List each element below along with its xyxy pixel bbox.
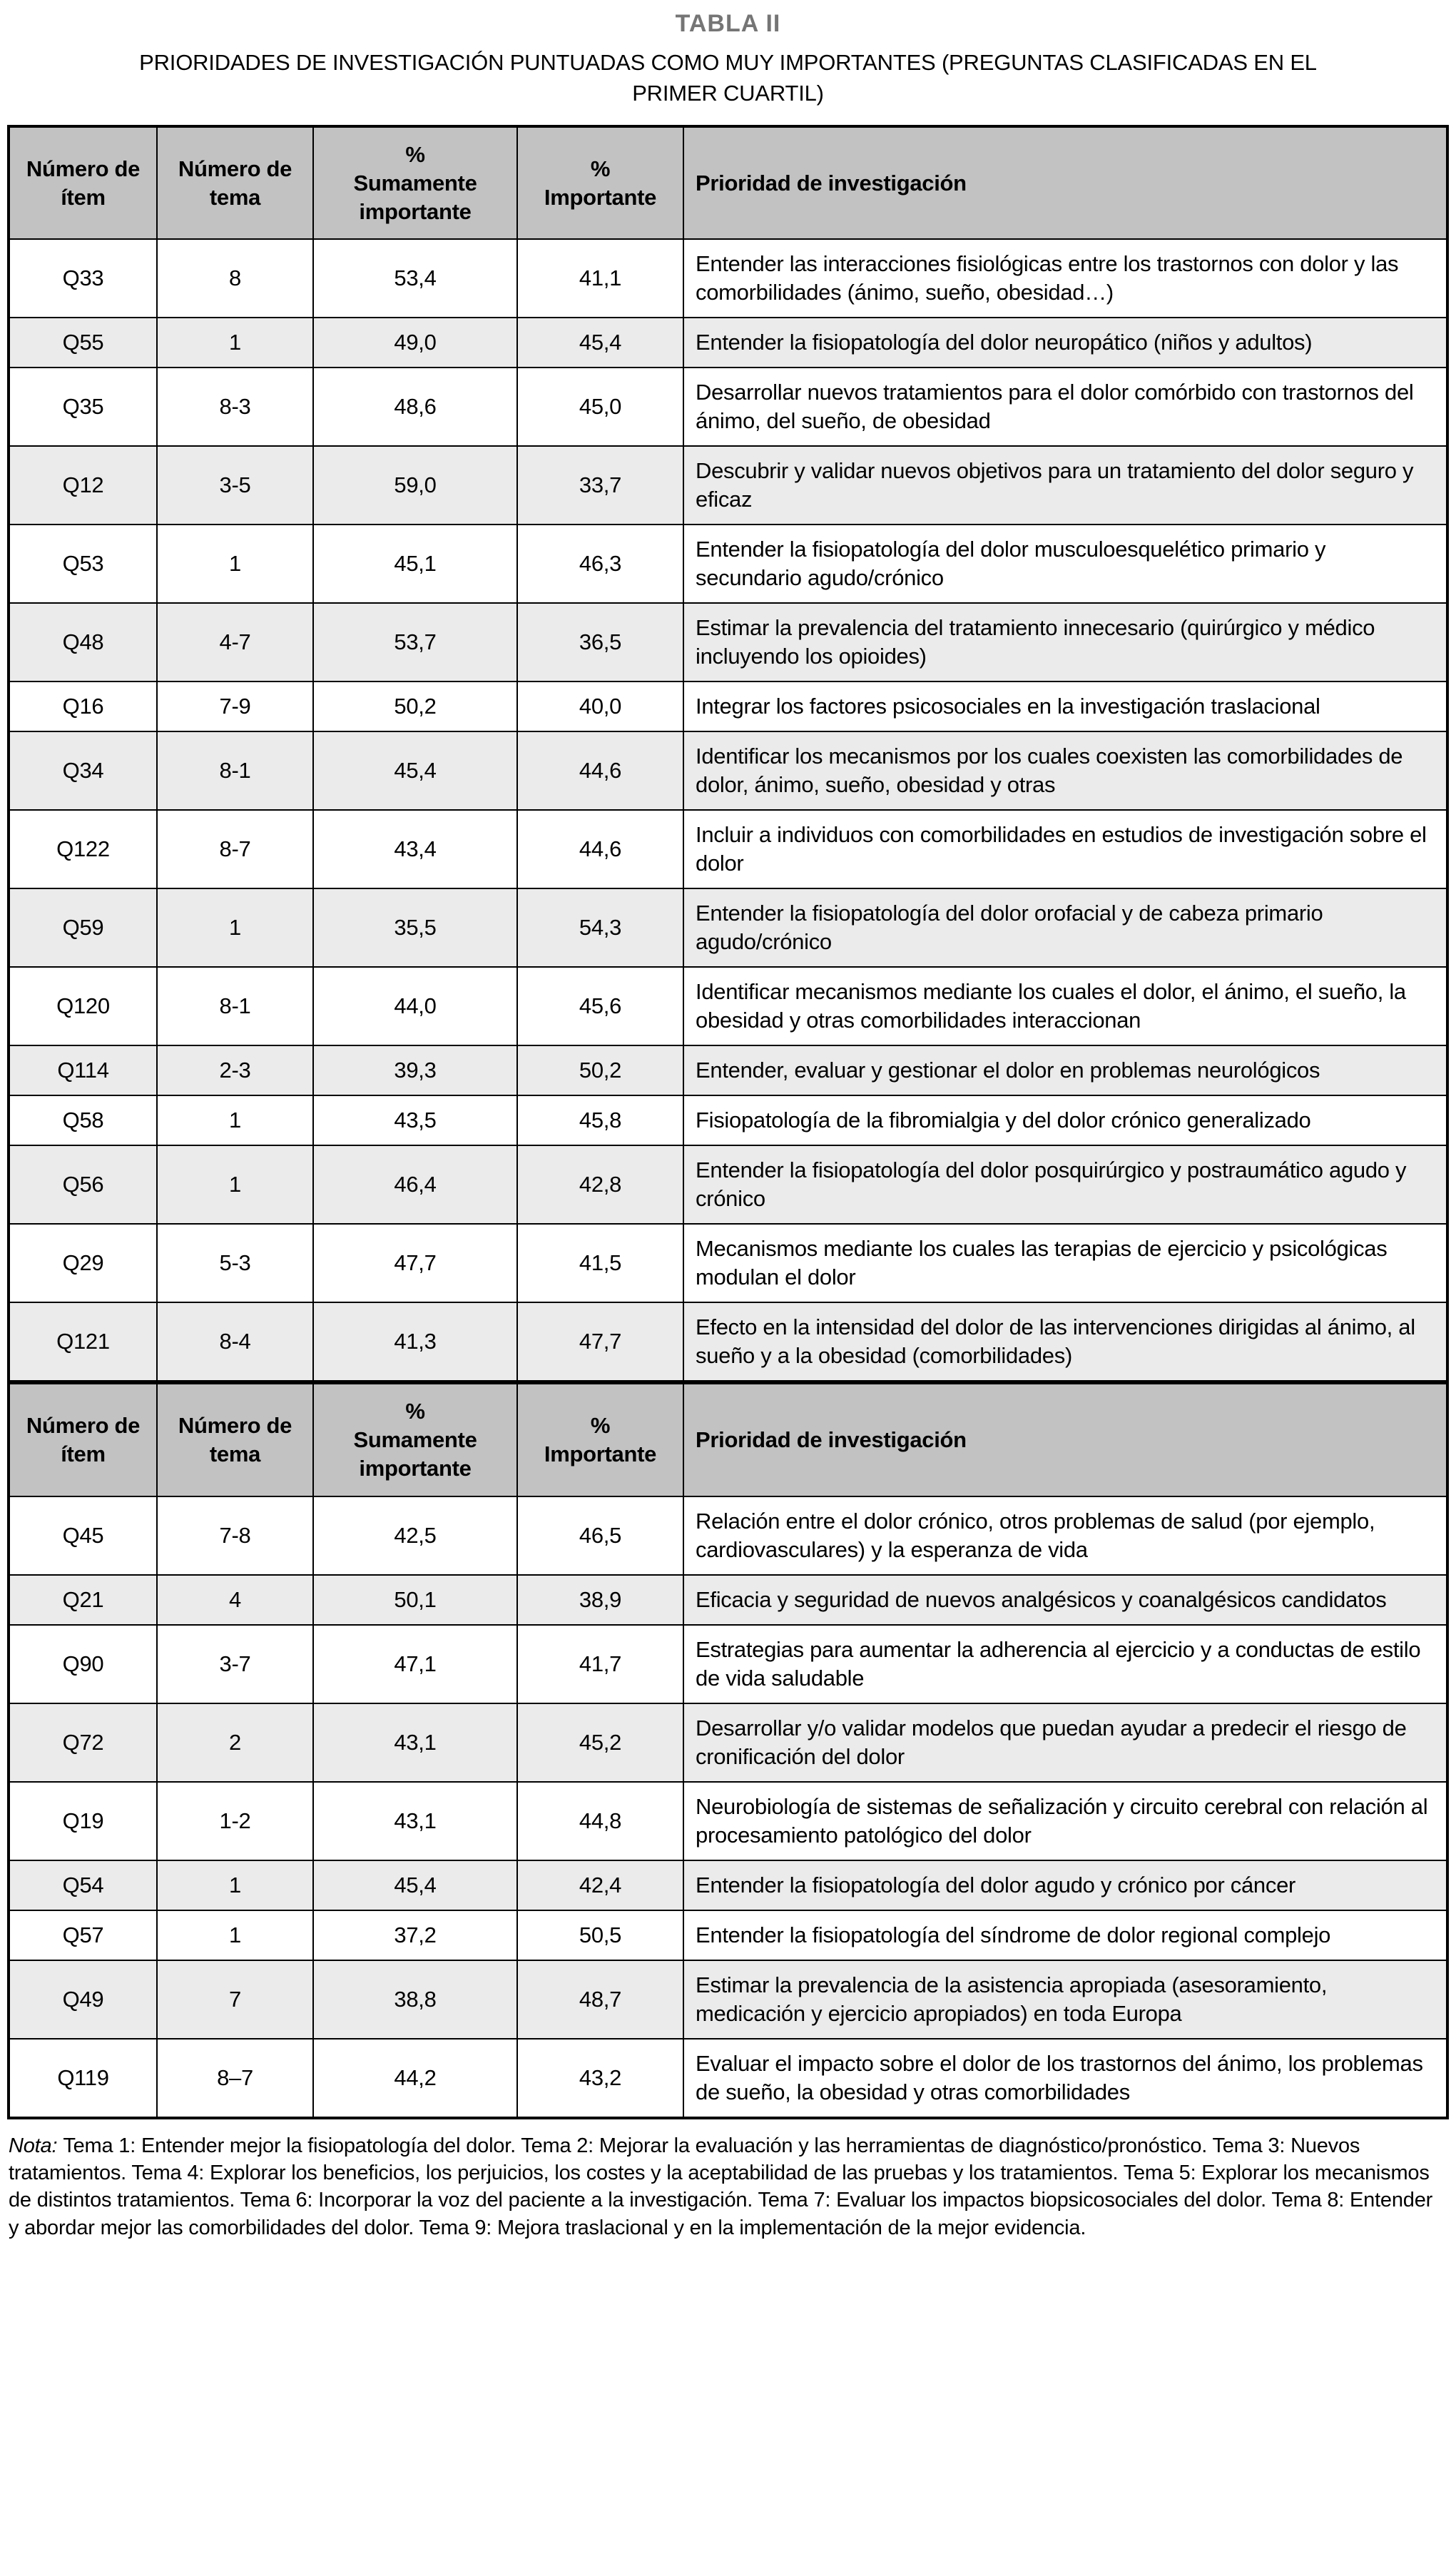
table-row — [9, 1302, 1447, 1382]
extremely-important-pct-cell: 45,4 — [313, 1860, 517, 1910]
important-pct-cell: 44,6 — [517, 810, 683, 888]
header-row — [9, 126, 1447, 240]
table-row — [9, 368, 1447, 446]
item-number-cell: Q122 — [9, 810, 157, 888]
theme-number-cell: 7-9 — [157, 681, 313, 731]
extremely-important-pct-cell: 47,7 — [313, 1224, 517, 1302]
extremely-important-pct-cell: 43,4 — [313, 810, 517, 888]
item-number-cell: Q119 — [9, 2039, 157, 2118]
research-priority-cell: Integrar los factores psicosociales en la investigación traslacional — [683, 681, 1447, 731]
research-priority-cell: Entender la fisiopatología del dolor musculoesquelético primario y secundario agudo/crónico — [683, 525, 1447, 603]
extremely-important-pct-cell: 39,3 — [313, 1045, 517, 1095]
important-pct-cell: 45,6 — [517, 967, 683, 1045]
extremely-important-pct-cell: 46,4 — [313, 1145, 517, 1224]
research-priority-cell: Identificar los mecanismos por los cuales coexisten las comorbilidades de dolor, ánimo, sueño, obesidad y otras — [683, 731, 1447, 810]
research-priority-cell: Descubrir y validar nuevos objetivos para un tratamiento del dolor seguro y eficaz — [683, 446, 1447, 525]
research-priority-cell: Entender las interacciones fisiológicas entre los trastornos con dolor y las comorbilidades (ánimo, sueño, obesidad…) — [683, 239, 1447, 318]
theme-number-cell: 8-7 — [157, 810, 313, 888]
theme-number-cell: 4 — [157, 1575, 313, 1625]
column-header-theme-number — [157, 1382, 313, 1496]
table-row — [9, 1045, 1447, 1095]
theme-number-cell: 1 — [157, 525, 313, 603]
research-priority-cell: Entender la fisiopatología del dolor neuropático (niños y adultos) — [683, 318, 1447, 368]
column-header-extremely-important-pct — [313, 126, 517, 240]
theme-number-cell: 8-3 — [157, 368, 313, 446]
important-pct-cell: 44,6 — [517, 731, 683, 810]
footnote-label: Nota: — [9, 2134, 58, 2157]
column-header-item-number — [9, 1382, 157, 1496]
extremely-important-pct-cell: 43,1 — [313, 1782, 517, 1860]
column-header-important-pct — [517, 1382, 683, 1496]
column-header-line: Importante — [544, 184, 657, 210]
item-number-cell: Q114 — [9, 1045, 157, 1095]
research-priority-cell: Mecanismos mediante los cuales las terapias de ejercicio y psicológicas modulan el dolor — [683, 1224, 1447, 1302]
item-number-cell: Q21 — [9, 1575, 157, 1625]
table-subtitle: PRIORIDADES DE INVESTIGACIÓN PUNTUADAS COMO MUY IMPORTANTES (PREGUNTAS CLASIFICADAS EN EL PRIMER CUARTIL) — [139, 50, 1317, 106]
extremely-important-pct-cell: 35,5 — [313, 888, 517, 967]
column-header-line: % — [405, 141, 425, 167]
important-pct-cell: 42,8 — [517, 1145, 683, 1224]
theme-number-cell: 7-8 — [157, 1496, 313, 1575]
table-row — [9, 1960, 1447, 2039]
important-pct-cell: 36,5 — [517, 603, 683, 681]
column-header-research-priority — [683, 1382, 1447, 1496]
table-row — [9, 1782, 1447, 1860]
table-row — [9, 2039, 1447, 2118]
extremely-important-pct-cell: 59,0 — [313, 446, 517, 525]
research-priority-cell: Relación entre el dolor crónico, otros problemas de salud (por ejemplo, cardiovasculares) y la esperanza de vida — [683, 1496, 1447, 1575]
item-number-cell: Q33 — [9, 239, 157, 318]
header-row — [9, 1382, 1447, 1496]
column-header-line: Prioridad de investigación — [696, 1427, 967, 1453]
important-pct-cell: 45,2 — [517, 1703, 683, 1782]
theme-number-cell: 1 — [157, 1095, 313, 1145]
column-header-line: Prioridad de investigación — [696, 170, 967, 196]
column-header-line: % — [590, 156, 611, 181]
research-priority-cell: Identificar mecanismos mediante los cuales el dolor, el ánimo, el sueño, la obesidad y otras comorbilidades interaccionan — [683, 967, 1447, 1045]
item-number-cell: Q90 — [9, 1625, 157, 1703]
research-priority-cell: Eficacia y seguridad de nuevos analgésicos y coanalgésicos candidatos — [683, 1575, 1447, 1625]
item-number-cell: Q12 — [9, 446, 157, 525]
extremely-important-pct-cell: 44,0 — [313, 967, 517, 1045]
theme-number-cell: 8-1 — [157, 731, 313, 810]
research-priority-cell: Entender la fisiopatología del dolor orofacial y de cabeza primario agudo/crónico — [683, 888, 1447, 967]
column-header-line: Importante — [544, 1441, 657, 1467]
item-number-cell: Q16 — [9, 681, 157, 731]
research-priority-cell: Entender la fisiopatología del dolor posquirúrgico y postraumático agudo y crónico — [683, 1145, 1447, 1224]
important-pct-cell: 43,2 — [517, 2039, 683, 2118]
table-row — [9, 1703, 1447, 1782]
table-row — [9, 603, 1447, 681]
extremely-important-pct-cell: 42,5 — [313, 1496, 517, 1575]
research-priority-cell: Entender la fisiopatología del dolor agudo y crónico por cáncer — [683, 1860, 1447, 1910]
column-header-line: Número de tema — [178, 156, 292, 210]
theme-number-cell: 7 — [157, 1960, 313, 2039]
research-priority-cell: Estimar la prevalencia de la asistencia apropiada (asesoramiento, medicación y ejercicio apropiados) en toda Europa — [683, 1960, 1447, 2039]
column-header-item-number — [9, 126, 157, 240]
important-pct-cell: 41,5 — [517, 1224, 683, 1302]
important-pct-cell: 45,8 — [517, 1095, 683, 1145]
theme-number-cell: 1 — [157, 318, 313, 368]
research-priority-cell: Desarrollar nuevos tratamientos para el dolor comórbido con trastornos del ánimo, del sueño, de obesidad — [683, 368, 1447, 446]
research-priority-cell: Estimar la prevalencia del tratamiento innecesario (quirúrgico y médico incluyendo los opioides) — [683, 603, 1447, 681]
theme-number-cell: 1 — [157, 1860, 313, 1910]
item-number-cell: Q121 — [9, 1302, 157, 1382]
column-header-line: Sumamente importante — [353, 170, 477, 224]
column-header-line: % — [590, 1413, 611, 1439]
extremely-important-pct-cell: 49,0 — [313, 318, 517, 368]
item-number-cell: Q55 — [9, 318, 157, 368]
research-priority-cell: Neurobiología de sistemas de señalización y circuito cerebral con relación al procesamiento patológico del dolor — [683, 1782, 1447, 1860]
theme-number-cell: 4-7 — [157, 603, 313, 681]
important-pct-cell: 44,8 — [517, 1782, 683, 1860]
table-title: TABLA II — [675, 10, 781, 37]
item-number-cell: Q35 — [9, 368, 157, 446]
footnote — [9, 2132, 1447, 2241]
column-header-research-priority — [683, 126, 1447, 240]
footnote-text: Tema 1: Entender mejor la fisiopatología del dolor. Tema 2: Mejorar la evaluación y las herramientas de diagnóstico/pronóstico. Tema 3: Nuevos tratamientos. Tema 4: Explorar los beneficios, los perjuicios, los costes y la aceptabilidad de las pruebas y los tratamientos. Tema 5: Explorar los mecanismos de distintos tratamientos. Tema 6: Incorporar la voz del paciente a la investigación. Tema 7: Evaluar los impactos biopsicosociales del dolor. Tema 8: Entender y abordar mejor las comorbilidades del dolor. Tema 9: Mejora traslacional y en la implementación de la mejor evidencia. — [9, 2134, 1433, 2239]
extremely-important-pct-cell: 44,2 — [313, 2039, 517, 2118]
important-pct-cell: 45,0 — [517, 368, 683, 446]
theme-number-cell: 1 — [157, 1145, 313, 1224]
extremely-important-pct-cell: 48,6 — [313, 368, 517, 446]
research-priority-cell: Entender la fisiopatología del síndrome de dolor regional complejo — [683, 1910, 1447, 1960]
table-row — [9, 1625, 1447, 1703]
table-row — [9, 239, 1447, 318]
important-pct-cell: 41,1 — [517, 239, 683, 318]
table-row — [9, 1860, 1447, 1910]
extremely-important-pct-cell: 50,2 — [313, 681, 517, 731]
research-priority-cell: Desarrollar y/o validar modelos que puedan ayudar a predecir el riesgo de cronificación del dolor — [683, 1703, 1447, 1782]
table-row — [9, 1575, 1447, 1625]
extremely-important-pct-cell: 47,1 — [313, 1625, 517, 1703]
research-priority-cell: Fisiopatología de la fibromialgia y del dolor crónico generalizado — [683, 1095, 1447, 1145]
item-number-cell: Q72 — [9, 1703, 157, 1782]
extremely-important-pct-cell: 43,1 — [313, 1703, 517, 1782]
extremely-important-pct-cell: 45,4 — [313, 731, 517, 810]
table-row — [9, 1224, 1447, 1302]
table-row — [9, 810, 1447, 888]
table-row — [9, 681, 1447, 731]
item-number-cell: Q48 — [9, 603, 157, 681]
extremely-important-pct-cell: 53,7 — [313, 603, 517, 681]
item-number-cell: Q19 — [9, 1782, 157, 1860]
item-number-cell: Q58 — [9, 1095, 157, 1145]
theme-number-cell: 1 — [157, 1910, 313, 1960]
extremely-important-pct-cell: 53,4 — [313, 239, 517, 318]
important-pct-cell: 54,3 — [517, 888, 683, 967]
extremely-important-pct-cell: 50,1 — [313, 1575, 517, 1625]
table-row — [9, 1145, 1447, 1224]
theme-number-cell: 8–7 — [157, 2039, 313, 2118]
table-row — [9, 967, 1447, 1045]
column-header-line: Número de ítem — [26, 156, 141, 210]
important-pct-cell: 38,9 — [517, 1575, 683, 1625]
theme-number-cell: 3-7 — [157, 1625, 313, 1703]
table-row — [9, 1095, 1447, 1145]
important-pct-cell: 50,5 — [517, 1910, 683, 1960]
theme-number-cell: 1 — [157, 888, 313, 967]
important-pct-cell: 50,2 — [517, 1045, 683, 1095]
column-header-line: Número de tema — [178, 1413, 292, 1467]
research-priority-cell: Efecto en la intensidad del dolor de las intervenciones dirigidas al ánimo, al sueño y a la obesidad (comorbilidades) — [683, 1302, 1447, 1382]
item-number-cell: Q57 — [9, 1910, 157, 1960]
priorities-table — [7, 125, 1449, 2119]
theme-number-cell: 5-3 — [157, 1224, 313, 1302]
important-pct-cell: 40,0 — [517, 681, 683, 731]
important-pct-cell: 47,7 — [517, 1302, 683, 1382]
table-row — [9, 1496, 1447, 1575]
important-pct-cell: 42,4 — [517, 1860, 683, 1910]
theme-number-cell: 1-2 — [157, 1782, 313, 1860]
item-number-cell: Q59 — [9, 888, 157, 967]
important-pct-cell: 46,3 — [517, 525, 683, 603]
column-header-line: Sumamente importante — [353, 1427, 477, 1481]
table-row — [9, 525, 1447, 603]
important-pct-cell: 41,7 — [517, 1625, 683, 1703]
item-number-cell: Q120 — [9, 967, 157, 1045]
important-pct-cell: 45,4 — [517, 318, 683, 368]
column-header-line: % — [405, 1399, 425, 1424]
theme-number-cell: 8-4 — [157, 1302, 313, 1382]
research-priority-cell: Incluir a individuos con comorbilidades en estudios de investigación sobre el dolor — [683, 810, 1447, 888]
research-priority-cell: Evaluar el impacto sobre el dolor de los trastornos del ánimo, los problemas de sueño, la obesidad y otras comorbilidades — [683, 2039, 1447, 2118]
table-row — [9, 731, 1447, 810]
extremely-important-pct-cell: 37,2 — [313, 1910, 517, 1960]
extremely-important-pct-cell: 38,8 — [313, 1960, 517, 2039]
table-row — [9, 446, 1447, 525]
item-number-cell: Q56 — [9, 1145, 157, 1224]
important-pct-cell: 33,7 — [517, 446, 683, 525]
extremely-important-pct-cell: 41,3 — [313, 1302, 517, 1382]
extremely-important-pct-cell: 43,5 — [313, 1095, 517, 1145]
important-pct-cell: 48,7 — [517, 1960, 683, 2039]
item-number-cell: Q49 — [9, 1960, 157, 2039]
theme-number-cell: 8 — [157, 239, 313, 318]
column-header-extremely-important-pct — [313, 1382, 517, 1496]
research-priority-cell: Estrategias para aumentar la adherencia al ejercicio y a conductas de estilo de vida saludable — [683, 1625, 1447, 1703]
theme-number-cell: 3-5 — [157, 446, 313, 525]
table-row — [9, 1910, 1447, 1960]
theme-number-cell: 2-3 — [157, 1045, 313, 1095]
extremely-important-pct-cell: 45,1 — [313, 525, 517, 603]
column-header-line: Número de ítem — [26, 1413, 141, 1467]
item-number-cell: Q53 — [9, 525, 157, 603]
research-priority-cell: Entender, evaluar y gestionar el dolor en problemas neurológicos — [683, 1045, 1447, 1095]
item-number-cell: Q45 — [9, 1496, 157, 1575]
table-row — [9, 888, 1447, 967]
item-number-cell: Q29 — [9, 1224, 157, 1302]
item-number-cell: Q54 — [9, 1860, 157, 1910]
table-row — [9, 318, 1447, 368]
theme-number-cell: 2 — [157, 1703, 313, 1782]
theme-number-cell: 8-1 — [157, 967, 313, 1045]
item-number-cell: Q34 — [9, 731, 157, 810]
column-header-theme-number — [157, 126, 313, 240]
important-pct-cell: 46,5 — [517, 1496, 683, 1575]
column-header-important-pct — [517, 126, 683, 240]
